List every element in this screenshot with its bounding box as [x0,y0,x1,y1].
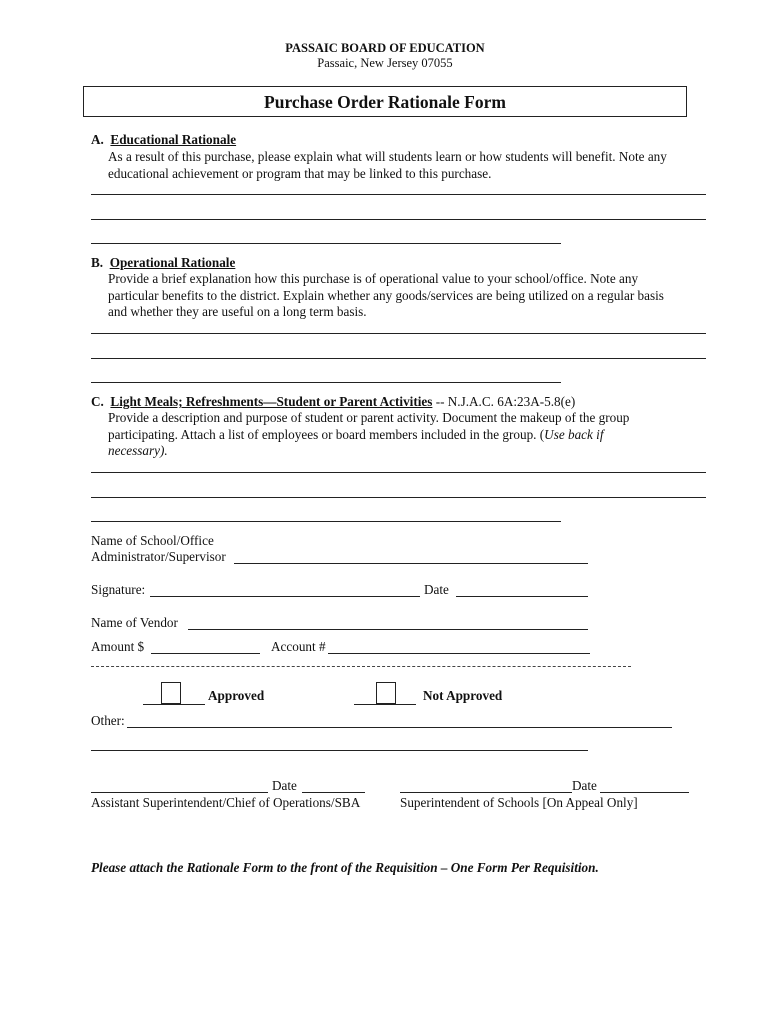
form-title: Purchase Order Rationale Form [264,92,506,112]
section-c-title: Light Meals; Refreshments—Student or Parent Activities [110,394,433,409]
section-a-answer-line-1[interactable] [91,194,706,195]
section-b-answer-line-2[interactable] [91,358,706,359]
vendor-label: Name of Vendor [91,615,178,630]
section-b-text-line: Provide a brief explanation how this purchase is of operational value to your school/office. Note any [108,271,639,286]
school-office-label: Name of School/Office [91,533,214,548]
approved-label: Approved [208,688,265,703]
account-label: Account # [271,639,326,654]
section-c-text-line: Provide a description and purpose of student or parent activity. Document the makeup of the group [108,410,630,425]
section-b-answer-line-1[interactable] [91,333,706,334]
superintendent-title: Superintendent of Schools [On Appeal Only] [400,795,638,810]
signature-date-label: Date [424,582,449,597]
section-a-text-line: educational achievement or program that may be linked to this purchase. [108,165,492,181]
superintendent-date-label: Date [572,778,597,793]
section-a-title: Educational Rationale [110,132,237,147]
asst-superintendent-date-field[interactable] [302,792,365,793]
asst-superintendent-signature-field[interactable] [91,792,268,793]
not-approved-underline [354,704,416,705]
section-b-letter: B. [91,255,104,270]
divider [91,666,631,667]
approved-underline [143,704,205,705]
signature-date-field[interactable] [456,596,588,597]
organization-address: Passaic, New Jersey 07055 [317,56,453,70]
section-a-answer-line-3[interactable] [91,243,561,244]
section-c-italic-note-end: necessary). [108,443,168,458]
section-c-heading [91,394,575,410]
section-c-letter: C. [91,394,104,409]
section-a-description [108,149,708,182]
superintendent-date-field[interactable] [600,792,689,793]
section-b-title: Operational Rationale [109,255,236,270]
section-c-text-line [108,427,708,444]
section-c-answer-line-3[interactable] [91,521,561,522]
asst-superintendent-date-label: Date [272,778,297,793]
section-a-text-line: As a result of this purchase, please explain what will students learn or how students will benefit. Note any [108,149,667,164]
other-label: Other: [91,713,125,728]
not-approved-checkbox[interactable] [376,682,396,704]
section-b-answer-line-3[interactable] [91,382,561,383]
section-c-citation: -- N.J.A.C. 6A:23A-5.8(e) [432,394,576,409]
section-c-text-part: participating. Attach a list of employees or board members included in the group. ( [108,426,545,442]
section-c-description [108,410,708,460]
section-c-italic-note: Use back if [544,426,604,442]
section-b-text-line: particular benefits to the district. Explain whether any goods/services are being utilized on a regular basis [108,287,664,303]
signature-field[interactable] [150,596,420,597]
section-a-letter: A. [91,132,104,147]
approved-checkbox[interactable] [161,682,181,704]
section-c-text-line [108,443,708,460]
amount-field[interactable] [151,653,260,654]
asst-superintendent-title: Assistant Superintendent/Chief of Operations/SBA [91,795,361,810]
other-field-line-2[interactable] [91,750,588,751]
administrator-label: Administrator/Supervisor [91,549,226,564]
section-b-description [108,271,708,321]
section-a-heading [91,132,236,148]
not-approved-label: Not Approved [423,688,503,703]
section-b-heading [91,255,235,271]
attachment-instruction: Please attach the Rationale Form to the front of the Requisition – One Form Per Requisition. [91,860,599,875]
administrator-field[interactable] [234,563,588,564]
signature-label: Signature: [91,582,146,597]
section-c-answer-line-2[interactable] [91,497,706,498]
superintendent-signature-field[interactable] [400,792,572,793]
organization-name: PASSAIC BOARD OF EDUCATION [285,41,485,55]
section-b-text-line: and whether they are useful on a long term basis. [108,304,367,319]
amount-label: Amount $ [91,639,145,654]
section-a-answer-line-2[interactable] [91,219,706,220]
vendor-field[interactable] [188,629,588,630]
form-title-box [83,86,687,117]
other-field-line-1[interactable] [127,727,672,728]
section-c-answer-line-1[interactable] [91,472,706,473]
account-field[interactable] [328,653,590,654]
